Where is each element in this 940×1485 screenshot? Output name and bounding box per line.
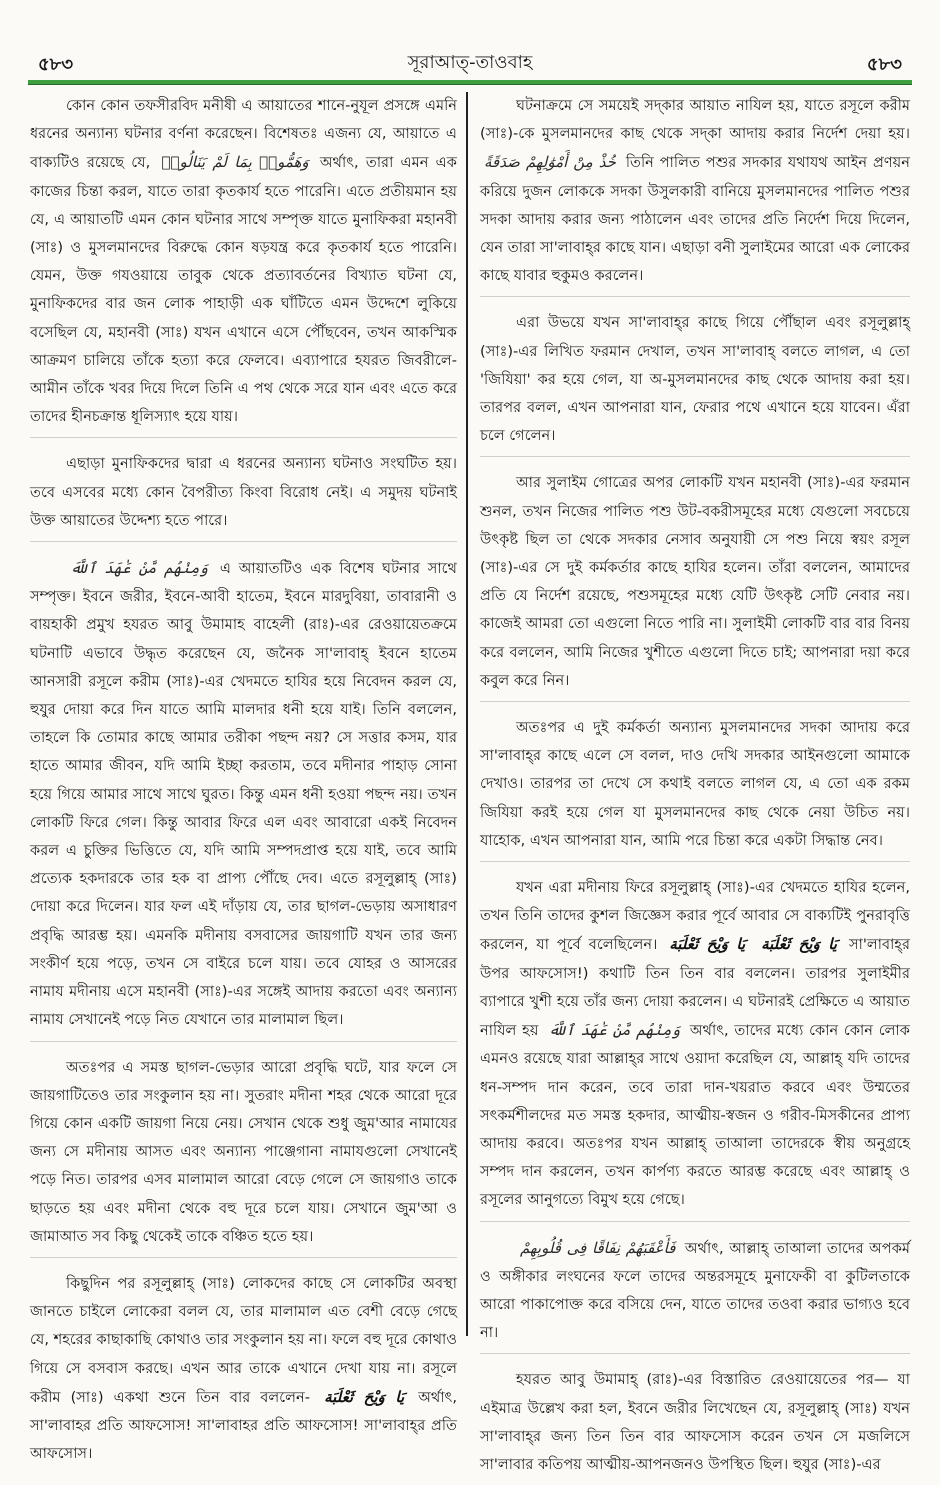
paragraph-text: ঘটনাক্রমে সে সময়েই সদ্‌কার আয়াত নাযিল হয়, যাতে রসূলে করীম (সাঃ)-কে মুসলমানদের কাছ থেকে সদ্‌কা আদায় করার নির্দেশ দেয়া হয়।: [480, 97, 910, 143]
paragraph-text: এ আয়াতটিও এক বিশেষ ঘটনার সাথে সম্পৃক্ত। ইবনে জরীর, ইবনে-আবী হাতেম, ইবনে মারদুবিয়া, তাবারানী ও বায়হাকী প্রমুখ হযরত আবু উমামাহ বাহেলী (রাঃ)-এর রেওয়ায়েতক্রমে ঘটনাটি এভাবে উদ্ধৃত করেছেন যে, জনৈক সা'লাবাহ্ ইবনে হাতেম আনসারী রসূলে করীম (সাঃ)-এর খেদমতে হাযির হয়ে নিবেদন করল যে, হুযুর দোয়া করে দিন যাতে আমি মালদার ধনী হয়ে যাই। তিনি বললেন, তাহলে কি তোমার কাছে আমার তরীকা পছন্দ নয়? সে সত্তার কসম, যার হাতে আমার জীবন, যদি আমি ইচ্ছা করতাম, তবে মদীনার পাহাড় সোনা হয়ে গিয়ে আমার সাথে সাথে ঘুরত। কিন্তু এমন ধনী হওয়া পছন্দ নয়। তখন লোকটি ফিরে গেল। কিন্তু আবার ফিরে এল এবং আবারো একই নিবেদন করল এ চুক্তির ভিত্তিতে যে, যদি আমি সম্পদপ্রাপ্ত হয়ে যাই, তবে আমি প্রত্যেক হকদারকে তার হক বা প্রাপ্য পৌঁছে দেব। এতে রসূলুল্লাহ্ (সাঃ) দোয়া করে দিলেন। যার ফল এই দাঁড়ায় যে, তার ছাগল-ভেড়ায় অসাধারণ প্রবৃদ্ধি আরম্ভ হয়। এমনকি মদীনায় বসবাসের জায়গাটি যখন তার জন্য সংকীর্ণ হয়ে পড়ে, তখন সে বাইরে চলে যায়। তবে যোহর ও আসরের নামায মদীনায় এসে মহানবী (সাঃ)-এর সঙ্গেই আদায় করতো এবং অন্যান্য নামায সেখানেই পড়ে নিত যেখানে তার মালামাল ছিল।: [30, 560, 457, 1029]
running-title: সূরাআত্‌-তাওবাহ: [407, 52, 533, 73]
arabic-quote: فَأَعْقَبَهُمْ نِفَاقًا فِى قُلُوبِهِمْ: [520, 1238, 676, 1257]
arabic-quote: يَا وَيْحَ ثَعْلَبَة: [761, 935, 837, 954]
paragraph-text: সা'লাবাহ্‌র উপর আফসোস!) কথাটি তিন তিন বার বললেন। তারপর সুলাইমীর ব্যাপারে খুশী হয়ে তাঁর জন্য দোয়া করলেন। এ ঘটনারই প্রেক্ষিতে এ আয়াত নাযিল হয়: [480, 936, 910, 1040]
arabic-quote: وَمِنْهُم مَّنْ عَٰهَدَ ٱللَّهَ: [70, 559, 209, 578]
paragraph: [30, 1270, 457, 1474]
paragraph: [30, 450, 457, 542]
paragraph-text: এছাড়া মুনাফিকদের দ্বারা এ ধরনের অন্যান্য ঘটনাও সংঘটিত হয়। তবে এসবের মধ্যে কোন বৈপরীত্য কিংবা বিরোধ নেই। এ সমুদয় ঘটনাই উক্ত আয়াতের উদ্দেশ্য হতে পারে।: [30, 455, 457, 529]
paragraph-text: [749, 936, 757, 953]
paragraph-text: হযরত আবু উমামাহ্ (রাঃ)-এর বিস্তারিত রেওয়ায়েতের পর— যা এইমাত্র উল্লেখ করা হল, ইবনে জরীর লিখেছেন যে, রসূলুল্লাহ্ (সাঃ) যখন সা'লাবাহ্‌র জন্য তিন তিন বার আফসোস করেন তখন সে মজলিসে সা'লাবার কতিপয় আত্মীয়-আপনজনও উপস্থিত ছিল। হুযুর (সাঃ)-এর: [480, 1371, 910, 1473]
arabic-quote: خُذْ مِنْ أَمْوَٰلِهِمْ صَدَقَةً: [484, 153, 616, 172]
header-rule: [28, 80, 912, 85]
paragraph-text: অর্থাৎ, সা'লাবাহর প্রতি আফসোস! সা'লাবাহর প্রতি আফসোস! সা'লাবাহ্‌র প্রতি আফসোস।: [30, 1388, 457, 1463]
paragraph: [30, 1054, 457, 1258]
paragraph: [480, 1366, 910, 1485]
paragraph: [480, 92, 910, 297]
paragraph-text: কোন কোন তফসীরবিদ মনীষী এ আয়াতের শানে-নুযূল প্রসঙ্গে এমনি ধরনের অন্যান্য ঘটনার বর্ণনা করেছেন। বিশেষতঃ এজন্য যে, আয়াতে এ বাক্যটিও রয়েছে যে,: [30, 97, 457, 172]
arabic-quote: يَا وَيْحَ ثَعْلَبَة: [324, 1387, 405, 1406]
paragraph-text: আর সুলাইম গোত্রের অপর লোকটি যখন মহানবী (সাঃ)-এর ফরমান শুনল, তখন নিজের পালিত পশু উট-বকরীসমূহের মধ্যে যেগুলো সবচেয়ে উৎকৃষ্ট ছিল তা থেকে সদকার নেসাব অনুযায়ী সে পশু নিয়ে স্বয়ং রসূল (সাঃ)-এর সে দুই কর্মকর্তার কাছে হাযির হলেন। তাঁরা বললেন, আমাদের প্রতি যে নির্দেশ রয়েছে, পশুসমূহের মধ্যে যেটি উৎকৃষ্ট সেটি নেবার নয়। কাজেই আমরা তো এগুলো নিতে পারি না। সুলাইমী লোকটি বার বার বিনয় করে বললেন, আমি নিজের খুশীতে এগুলো দিতে চাই; আপনারা দয়া করে কবুল করে নিন।: [480, 474, 910, 689]
paragraph: [30, 554, 457, 1041]
column-divider: [466, 92, 468, 1336]
paragraph: [30, 92, 457, 438]
paragraph-text: তিনি পালিত পশুর সদকার যথাযথ আইন প্রণয়ন করিয়ে দুজন লোককে সদকা উসুলকারী বানিয়ে মুসলমানদের পালিত পশুর সদকা আদায় করার জন্য পাঠালেন এবং তাদের প্রতি নির্দেশ দিয়ে দিলেন, যেন তারা সা'লাবাহ্‌র কাছে যান। এছাড়া বনী সুলাইমের আরো এক লোকের কাছে যাবার হুকুমও করলেন।: [480, 154, 910, 285]
paragraph-text: কিছুদিন পর রসূলুল্লাহ্ (সাঃ) লোকদের কাছে সে লোকটির অবস্থা জানতে চাইলে লোকেরা বলল যে, তার মালামাল এত বেশী বেড়ে গেছে যে, শহরের কাছাকাছি কোথাও তার সংকুলান হয় না। ফলে বহু দূরে কোথাও গিয়ে সে বসবাস করছে। এখন আর তাকে এখানে দেখা যায় না। রসূলে করীম (সাঃ) একথা শুনে তিন বার বললেন-: [30, 1274, 457, 1406]
paragraph: [480, 714, 910, 862]
paragraph: [480, 1234, 910, 1355]
paragraph: [480, 469, 910, 702]
paragraph-text: অতঃপর এ দুই কর্মকর্তা অন্যান্য মুসলমানদের সদকা আদায় করে সা'লাবাহ্‌র কাছে এলে সে বলল, দাও দেখি সদকার আইনগুলো আমাকে দেখাও। তারপর তা দেখে সে কথাই বলতে লাগল যে, এ তো এক রকম জিযিয়া করই হয়ে গেল যা মুসলমানদের কাছ থেকে নেয়া উচিত নয়। যাহোক, এখন আপনারা যান, আমি পরে চিন্তা করে একটা সিদ্ধান্ত নেব।: [480, 719, 910, 849]
paragraph-text: অর্থাৎ, তাদের মধ্যে কোন কোন লোক এমনও রয়েছে যারা আল্লাহ্‌র সাথে ওয়াদা করেছিল যে, আল্লাহ্ যদি তাদের ধন-সম্পদ দান করেন, তবে তারা দান-খয়রাত করবে এবং উম্মতের সৎকর্মশীলদের মত সমস্ত হকদার, আত্মীয়-স্বজন ও গরীব-মিসকীনের প্রাপ্য আদায় করবে। অতঃপর যখন আল্লাহ্ তাআলা তাদেরকে স্বীয় অনুগ্রহে সম্পদ দান করলেন, তখন কার্পণ্য করতে আরম্ভ করেছে এবং আল্লাহ্ ও রসূলের আনুগত্যে বিমুখ হয়ে গেছে।: [480, 1022, 910, 1209]
paragraph-text: যখন এরা মদীনায় ফিরে রসূলুল্লাহ্ (সাঃ)-এর খেদমতে হাযির হলেন, তখন তিনি তাদের কুশল জিজ্ঞেস করার পূর্বে আবার সে বাক্যটিই পুনরাবৃত্তি করলেন, যা পূর্বে বলেছিলেন।: [480, 879, 910, 954]
page-number-right: ৫৮৩: [866, 54, 902, 75]
paragraph-text: অতঃপর এ সমস্ত ছাগল-ভেড়ার আরো প্রবৃদ্ধি ঘটে, যার ফলে সে জায়গাটিতেও তার সংকুলান হয় না। সুতরাং মদীনা শহর থেকে আরো দূরে গিয়ে কোন একটি জায়গা নিয়ে নেয়। সেখান থেকে শুধু জুম'আর নামাযের জন্য সে মদীনায় আসত এবং অন্যান্য পাঞ্জেগানা নামাযগুলো সেখানেই পড়ে নিত। তারপর এসব মালামাল আরো বেড়ে গেলে সে জায়গাও তাকে ছাড়তে হয় এবং মদীনা থেকে বহু দূরে চলে যায়। সেখানে জুম'আ ও জামাআত সব কিছু থেকেই তাকে বঞ্চিত হতে হয়।: [30, 1058, 457, 1245]
arabic-quote: وَهَمُّوا۟ بِمَا لَمْ يَنَالُوا۟: [161, 153, 309, 172]
right-column: [480, 92, 911, 1473]
paragraph: [480, 309, 910, 457]
arabic-quote: وَمِنْهُم مَّنْ عَٰهَدَ ٱللَّهَ: [548, 1021, 681, 1040]
text-columns: [30, 92, 911, 1473]
page-number-left: ৫৮৩: [38, 54, 74, 75]
paragraph-text: অর্থাৎ, আল্লাহ্ তাআলা তাদের অপকর্ম ও অঙ্গীকার লংঘনের ফলে তাদের অন্তরসমূহে মুনাফেকী বা কুটিলতাকে আরো পাকাপোক্ত করে বসিয়ে দেন, যাতে তাদের তওবা করার ভাগ্যও হবে না।: [480, 1239, 911, 1342]
arabic-quote: يَا وَيْحَ ثَعْلَبَة: [669, 935, 746, 954]
paragraph: [480, 874, 910, 1221]
left-column: [30, 92, 458, 1463]
paragraph-text: এরা উভয়ে যখন সা'লাবাহ্‌র কাছে গিয়ে পৌঁছাল এবং রসূলুল্লাহ্ (সাঃ)-এর লিখিত ফরমান দেখাল, তখন সা'লাবাহ্ বলতে লাগল, এ তো 'জিযিয়া' কর হয়ে গেল, যা অ-মুসলমানদের কাছ থেকে আদায় করা হয়। তারপর বলল, এখন আপনারা যান, ফেরার পথে এখানে হয়ে যাবেন। এঁরা চলে গেলেন।: [480, 314, 910, 445]
paragraph-text: অর্থাৎ, তারা এমন এক কাজের চিন্তা করল, যাতে তারা কৃতকার্য হতে পারেনি। এতে প্রতীয়মান হয় যে, এ আয়াতটি এমন কোন ঘটনার সাথে সম্পৃক্ত যাতে মুনাফিকরা মহানবী (সাঃ) ও মুসলমানদের বিরুদ্ধে কোন ষড়যন্ত্র করে কৃতকার্য হতে পারেনি। যেমন, উক্ত গযওয়ায়ে তাবুক থেকে প্রত্যাবর্তনের বিখ্যাত ঘটনা যে, মুনাফিকদের বার জন লোক পাহাড়ী এক ঘাঁটিতে এমন উদ্দেশে লুকিয়ে বসেছিল যে, মহানবী (সাঃ) যখন এখানে এসে পৌঁছবেন, তখন আকস্মিক আক্রমণ চালিয়ে তাঁকে হত্যা করে ফেলবে। এব্যাপারে হযরত জিবরীলে-আমীন তাঁকে খবর দিয়ে দিলে তিনি এ পথ থেকে সরে যান এবং এতে করে তাদের হীনচক্রান্ত ধূলিস্যাৎ হয়ে যায়।: [30, 154, 458, 426]
